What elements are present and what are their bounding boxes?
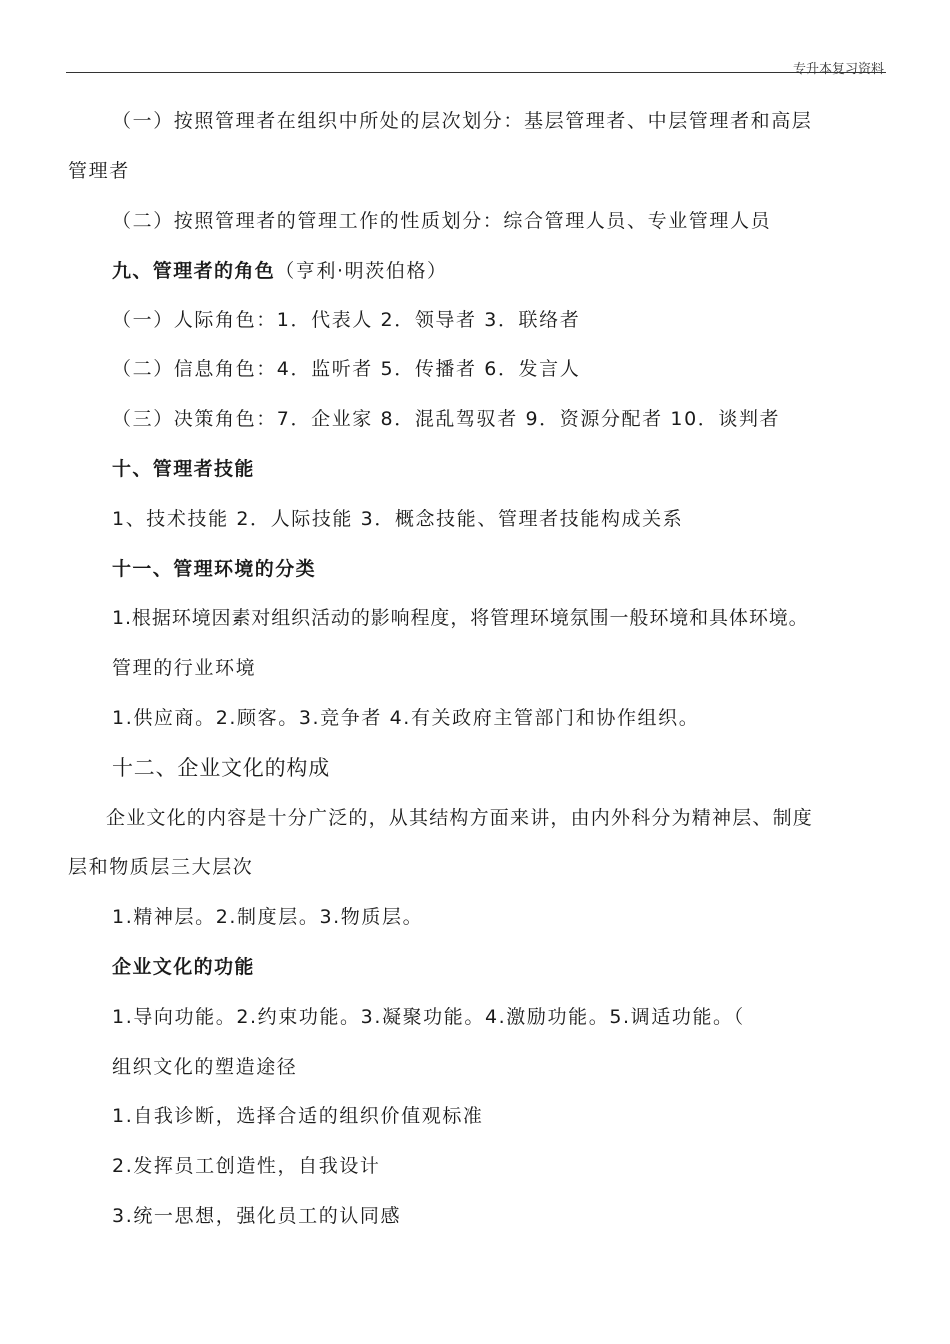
text-line: 层和物质层三大层次: [68, 856, 254, 878]
text-line: 2.发挥员工创造性，自我设计: [112, 1155, 381, 1177]
section-heading: 企业文化的功能: [112, 956, 255, 978]
section-heading: 十一、管理环境的分类: [112, 558, 317, 580]
text-line: 企业文化的内容是十分广泛的，从其结构方面来讲，由内外科分为精神层、制度: [106, 807, 814, 829]
header-label: 专升本复习资料: [792, 62, 884, 77]
text-line: 组织文化的塑造途径: [112, 1056, 298, 1078]
text-line: 1.导向功能。2.约束功能。3.凝聚功能。4.激励功能。5.调适功能。（: [112, 1006, 745, 1028]
text-line: 1.自我诊断，选择合适的组织价值观标准: [112, 1105, 484, 1127]
header-rule: [66, 72, 886, 73]
text-line: 管理者: [68, 160, 130, 182]
heading-note: （亨利·明茨伯格）: [275, 260, 448, 282]
text-line: 1.精神层。2.制度层。3.物质层。: [112, 906, 424, 928]
text-line: （一）人际角色：1．代表人 2．领导者 3．联络者: [112, 309, 581, 331]
text-line: （二）按照管理者的管理工作的性质划分：综合管理人员、专业管理人员: [112, 210, 772, 232]
text-line: 1.根据环境因素对组织活动的影响程度，将管理环境氛围一般环境和具体环境。: [112, 607, 809, 629]
section-heading: 九、管理者的角色: [112, 260, 276, 282]
section-heading: 十二、企业文化的构成: [112, 756, 330, 780]
section-heading-line: [112, 259, 448, 283]
text-line: （二）信息角色：4．监听者 5．传播者 6．发言人: [112, 358, 581, 380]
text-line: 管理的行业环境: [112, 657, 257, 679]
text-line: （三）决策角色：7．企业家 8．混乱驾驭者 9．资源分配者 10．谈判者: [112, 408, 781, 430]
text-line: 1.供应商。2.顾客。3.竞争者 4.有关政府主管部门和协作组织。: [112, 707, 700, 729]
text-line: 3.统一思想，强化员工的认同感: [112, 1205, 402, 1227]
text-line: （一）按照管理者在组织中所处的层次划分：基层管理者、中层管理者和高层: [112, 110, 813, 132]
section-heading: 十、管理者技能: [112, 458, 255, 480]
text-line: 1、技术技能 2．人际技能 3．概念技能、管理者技能构成关系: [112, 508, 684, 530]
